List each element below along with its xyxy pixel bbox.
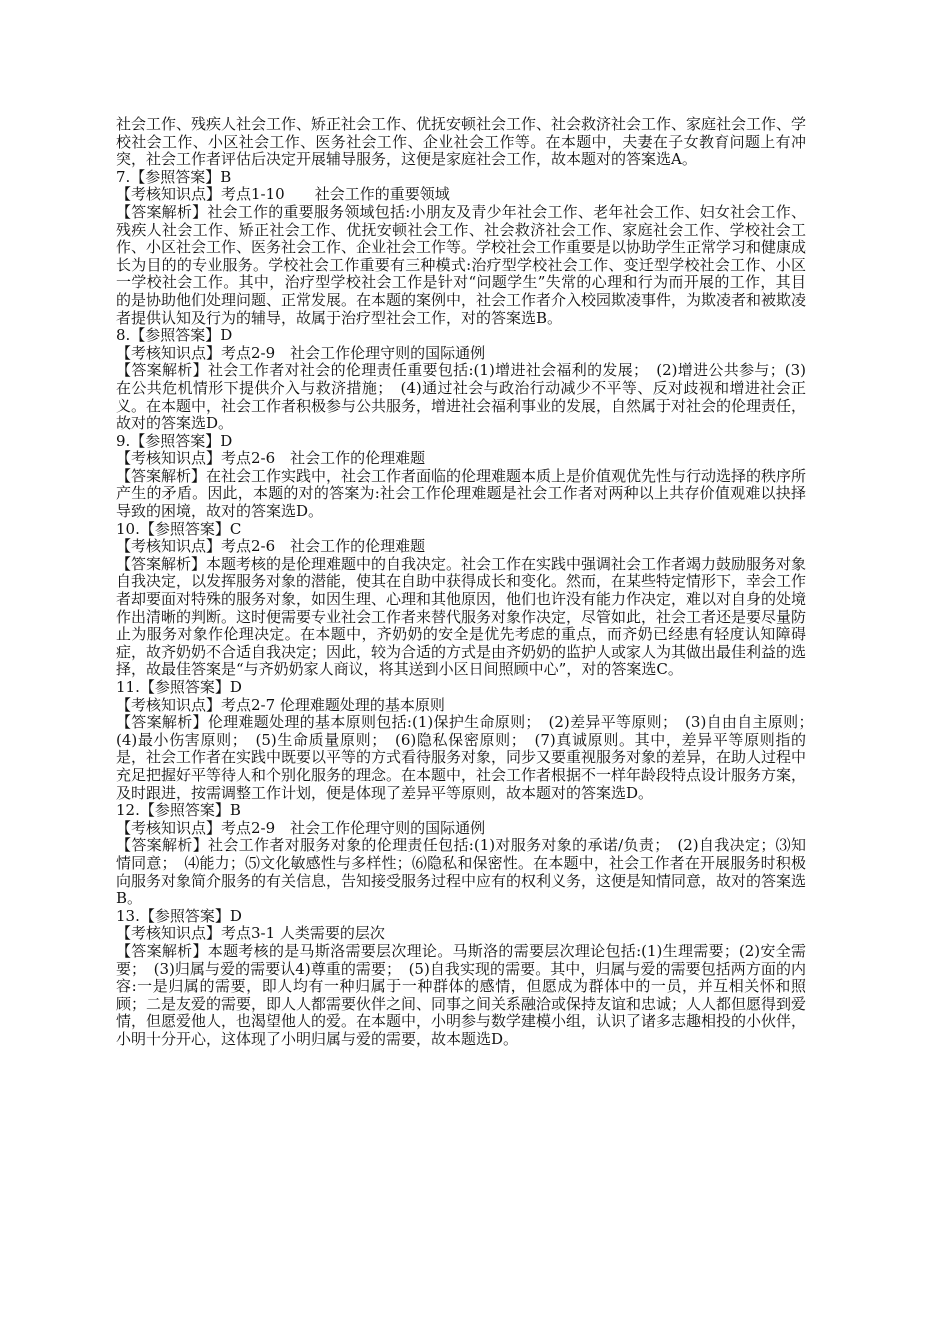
- explanation-8: 【答案解析】社会工作者对社会的伦理责任重要包括:(1)增进社会福利的发展； (2)增进公共参与；(3)在公共危机情形下提供介入与救济措施； (4)通过社会与政治行动减少不平等、反对歧视和增进社会正义。在本题中，社会工作者积极参与公共服务，增进社会福利事业的发展，自然属于对社会的伦理责任，故对的答案选D。: [116, 361, 807, 433]
- explanation-13: 【答案解析】本题考核的是马斯洛需要层次理论。马斯洛的需要层次理论包括:(1)生理需要；(2)安全需要； (3)归属与爱的需要认4)尊重的需要； (5)自我实现的需要。其中，归属与爱的需要包括两方面的内容:一是归属的需要，即人均有一种归属于一种群体的感情，但愿成为群体中的一员，并互相关怀和照顾；二是友爱的需要，即人人都需要伙伴之间、同事之间关系融洽或保持友谊和忠诚；人人都但愿得到爱情，但愿爱他人，也渴望他人的爱。在本题中，小明参与数学建模小组，认识了诸多志趣相投的小伙伴，小明十分开心，这体现了小明归属与爱的需要，故本题选D。: [116, 941, 807, 1048]
- knowledge-point-8: 【考核知识点】考点2-9 社会工作伦理守则的国际通例: [116, 343, 486, 362]
- knowledge-point-9: 【考核知识点】考点2-6 社会工作的伦理难题: [116, 449, 426, 468]
- answer-7: 7.【参照答案】B: [116, 167, 232, 186]
- knowledge-point-7: 【考核知识点】考点1-10 社会工作的重要领域: [116, 185, 450, 204]
- answer-9: 9.【参照答案】D: [116, 431, 233, 450]
- document-page: [116, 115, 822, 1048]
- explanation-10: 【答案解析】本题考核的是伦理难题中的自我决定。社会工作在实践中强调社会工作者竭力鼓励服务对象自我决定，以发挥服务对象的潜能，使其在自助中获得成长和变化。然而，在某些特定情形下，幸会工作者却要面对特殊的服务对象，如因生理、心理和其他原因，他们也许没有能力作决定，难以对自身的处境作出清晰的判断。这时便需要专业社会工作者来替代服务对象作决定，尽管如此，社会工者还是要尽量防止为服务对象作伦理决定。在本题中，齐奶奶的安全是优先考虑的重点，而齐奶已经患有轻度认知障碍症，故齐奶奶不合适自我决定；因此，较为合适的方式是由齐奶奶的监护人或家人为其做出最佳利益的选择，故最佳答案是“与齐奶奶家人商议，将其送到小区日间照顾中心”，对的答案选C。: [116, 554, 807, 679]
- paragraph-continuation: 社会工作、残疾人社会工作、矫正社会工作、优抚安顿社会工作、社会救济社会工作、家庭社会工作、学校社会工作、小区社会工作、医务社会工作、企业社会工作等。在本题中，夫妻在子女教育问题上有冲突，社会工作者评估后决定开展辅导服务，这便是家庭社会工作，故本题对的答案选A。: [116, 115, 807, 169]
- knowledge-point-11: 【考核知识点】考点2-7 伦理难题处理的基本原则: [116, 695, 445, 714]
- knowledge-point-10: 【考核知识点】考点2-6 社会工作的伦理难题: [116, 537, 426, 556]
- knowledge-point-13: 【考核知识点】考点3-1 人类需要的层次: [116, 924, 385, 943]
- answer-11: 11.【参照答案】D: [116, 678, 242, 696]
- explanation-9: 【答案解析】在社会工作实践中，社会工作者面临的伦理难题本质上是价值观优先性与行动选择的秩序所产生的矛盾。因此，本题的对的答案为:社会工作伦理难题是社会工作者对两种以上共存价值观难以抉择导致的困境，故对的答案选D。: [116, 466, 807, 521]
- answer-8: 8.【参照答案】D: [116, 326, 233, 345]
- answer-12: 12.【参照答案】B: [116, 801, 241, 820]
- answer-13: 13.【参照答案】D: [116, 906, 242, 925]
- explanation-7: 【答案解析】社会工作的重要服务领域包括:小朋友及青少年社会工作、老年社会工作、妇女社会工作、残疾人社会工作、矫正社会工作、优抚安顿社会工作、社会救济社会工作、家庭社会工作、学校社会工作、小区社会工作、医务社会工作、企业社会工作等。学校社会工作重要是以协助学生正常学习和健康成长为目的的专业服务。学校社会工作重要有三种模式:治疗型学校社会工作、变迁型学校社会工作、小区一学校社会工作。其中，治疗型学校社会工作是针对“问题学生”失常的心理和行为而开展的工作，其目的是协助他们处理问题、正常发展。在本题的案例中，社会工作者介入校园欺凌事件，为欺凌者和被欺凌者提供认知及行为的辅导，故属于治疗型社会工作，对的答案选B。: [116, 202, 807, 327]
- explanation-11: 【答案解析】伦理难题处理的基本原则包括:(1)保护生命原则； (2)差异平等原则； (3)自由自主原则； (4)最小伤害原则； (5)生命质量原则； (6)隐私保密原则； (7)真诚原则。其中，差异平等原则指的是，社会工作者在实践中既要以平等的方式看待服务对象，同步又要重视服务对象的差异，在助人过程中充足把握好平等待人和个别化服务的理念。在本题中，社会工作者根据不一样年龄段特点设计服务方案，及时跟进，按需调整工作计划，便是体现了差异平等原则，故本题对的答案选D。: [116, 713, 822, 802]
- knowledge-point-12: 【考核知识点】考点2-9 社会工作伦理守则的国际通例: [116, 818, 486, 837]
- answer-10: 10.【参照答案】C: [116, 519, 242, 538]
- explanation-12: 【答案解析】社会工作者对服务对象的伦理责任包括:(1)对服务对象的承诺/负责； (2)自我决定；⑶知情同意； ⑷能力；⑸文化敏感性与多样性；⑹隐私和保密性。在本题中，社会工作者在开展服务时积极向服务对象简介服务的有关信息，告知接受服务过程中应有的权利义务，这便是知情同意，故对的答案选B。: [116, 836, 807, 908]
